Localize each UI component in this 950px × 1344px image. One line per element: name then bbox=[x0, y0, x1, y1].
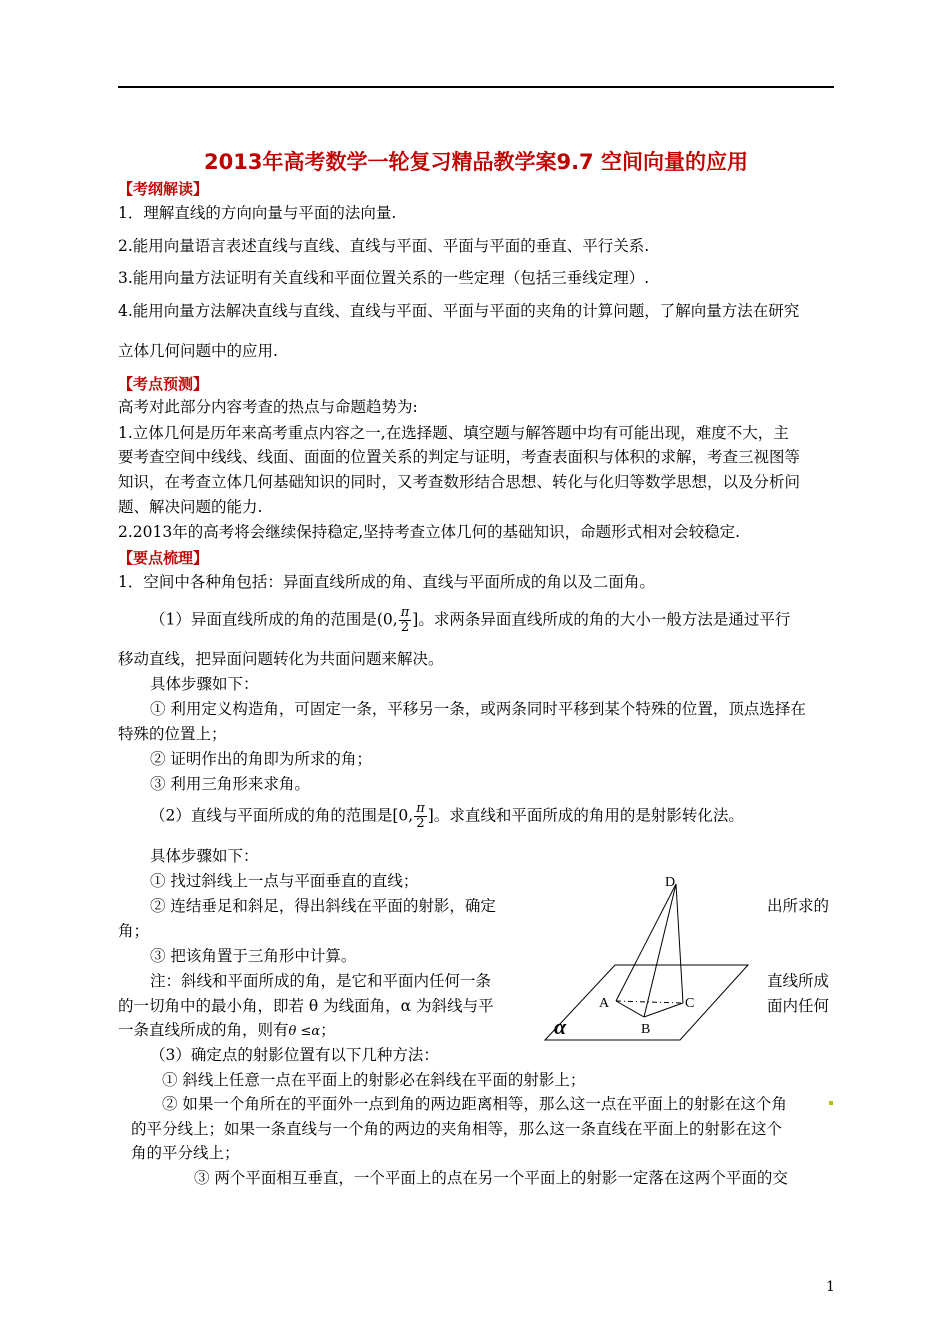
page-title: 2013年高考数学一轮复习精品教学案9.7 空间向量的应用 bbox=[204, 150, 748, 174]
p2-step: 出所求的 bbox=[767, 897, 830, 915]
p2-step: 角； bbox=[118, 922, 150, 940]
yaodian-p3: （3）确定点的射影位置有以下几种方法： bbox=[150, 1046, 439, 1064]
note-line: 一条直线所成的角，则有θ ≤α； bbox=[118, 1021, 336, 1039]
kaogang-item: 2.能用向量语言表述直线与直线、直线与平面、平面与平面的垂直、平行关系. bbox=[118, 237, 650, 255]
p1-step: ① 利用定义构造角，可固定一条，平移另一条，或两条同时平移到某个特殊的位置，顶点选择在 bbox=[150, 700, 806, 718]
kaodian-line: 2.2013年的高考将会继续保持稳定,坚持考查立体几何的基础知识，命题形式相对会较稳定. bbox=[118, 523, 741, 541]
p2-step: ① 找过斜线上一点与平面垂直的直线； bbox=[150, 872, 419, 890]
label-D: D bbox=[665, 875, 676, 890]
kaogang-item: 1．理解直线的方向向量与平面的法向量. bbox=[118, 204, 397, 222]
edge-DB bbox=[644, 884, 676, 1017]
kaodian-line: 1.立体几何是历年来高考重点内容之一,在选择题、填空题与解答题中均有可能出现，难度不大，主 bbox=[118, 424, 789, 442]
p3-item: 角的平分线上； bbox=[131, 1144, 240, 1162]
header-rule bbox=[118, 86, 834, 88]
note-line: 直线所成 bbox=[767, 972, 830, 990]
p1-step: 特殊的位置上； bbox=[118, 725, 227, 743]
edge-DA bbox=[616, 884, 676, 1001]
section-kaogang: 【考纲解读】 bbox=[118, 180, 209, 198]
pi-over-2-fraction: $\frac{\pi}{2}$ bbox=[416, 801, 425, 831]
pi-over-2-fraction: $\frac{\pi}{2}$ bbox=[400, 605, 410, 635]
marker-dot bbox=[829, 1101, 833, 1105]
p3-item: 的平分线上；如果一条直线与一个角的两边的夹角相等，那么这一条直线在平面上的射影在这个 bbox=[131, 1120, 783, 1138]
p3-item: ① 斜线上任意一点在平面上的射影必在斜线在平面的射影上； bbox=[162, 1071, 586, 1089]
p3-item: ③ 两个平面相互垂直，一个平面上的点在另一个平面上的射影一定落在这两个平面的交 bbox=[194, 1169, 788, 1187]
note-line: 的一切角中的最小角，即若 θ 为线面角，α 为斜线与平 bbox=[118, 997, 494, 1015]
kaogang-item: 4.能用向量方法解决直线与直线、直线与平面、平面与平面的夹角的计算问题，了解向量方法在研究 bbox=[118, 302, 800, 320]
p3-item: ② 如果一个角所在的平面外一点到角的两边距离相等，那么这一点在平面上的射影在这个角 bbox=[162, 1095, 787, 1113]
note-line: 面内任何 bbox=[767, 997, 830, 1015]
kaodian-line: 高考对此部分内容考查的热点与命题趋势为: bbox=[118, 398, 418, 416]
yaodian-p1: （1）异面直线所成的角的范围是(0, $\frac{\pi}{2}$ ]。求两条异面直线所成的角的大小一般方法是通过平行 bbox=[150, 605, 791, 635]
p1-step: ② 证明作出的角即为所求的角； bbox=[150, 750, 372, 768]
yaodian-p2: （2）直线与平面所成的角的范围是[0, $\frac{\pi}{2}$ ]。求直线和平面所成的角用的是射影转化法。 bbox=[150, 801, 744, 831]
note-line: 注：斜线和平面所成的角，是它和平面内任何一条 bbox=[150, 972, 492, 990]
steps-label: 具体步骤如下： bbox=[150, 675, 259, 693]
label-A: A bbox=[599, 996, 610, 1011]
kaodian-line: 知识，在考查立体几何基础知识的同时，又考查数形结合思想、转化与化归等数学思想，以及分析问 bbox=[118, 473, 801, 491]
pyramid-figure bbox=[540, 862, 760, 1042]
label-B: B bbox=[641, 1022, 651, 1037]
edge-BC bbox=[644, 1003, 683, 1017]
p2-step: ② 连结垂足和斜足，得出斜线在平面的射影，确定 bbox=[150, 897, 496, 915]
yaodian-intro: 1．空间中各种角包括：异面直线所成的角、直线与平面所成的角以及二面角。 bbox=[118, 573, 655, 591]
p1-step: ③ 利用三角形来求角。 bbox=[150, 775, 310, 793]
p2-steps-label: 具体步骤如下： bbox=[150, 847, 259, 865]
p2-step: ③ 把该角置于三角形中计算。 bbox=[150, 947, 357, 965]
section-kaodian: 【考点预测】 bbox=[118, 375, 209, 393]
label-C: C bbox=[685, 996, 695, 1011]
edge-AB bbox=[616, 1001, 644, 1017]
kaodian-line: 题、解决问题的能力. bbox=[118, 498, 263, 516]
edge-AC-dashed bbox=[616, 1001, 683, 1003]
kaogang-item: 3.能用向量方法证明有关直线和平面位置关系的一些定理（包括三垂线定理）. bbox=[118, 269, 650, 287]
kaogang-item: 立体几何问题中的应用. bbox=[118, 342, 278, 360]
yaodian-p1-cont: 移动直线，把异面问题转化为共面问题来解决。 bbox=[118, 650, 444, 668]
label-alpha: α bbox=[554, 1014, 567, 1039]
section-yaodian: 【要点梳理】 bbox=[118, 549, 209, 567]
edge-DC bbox=[676, 884, 683, 1003]
kaodian-line: 要考查空间中线线、线面、面面的位置关系的判定与证明，考查表面积与体积的求解，考查三视图等 bbox=[118, 448, 801, 466]
page-number: 1 bbox=[826, 1279, 835, 1295]
